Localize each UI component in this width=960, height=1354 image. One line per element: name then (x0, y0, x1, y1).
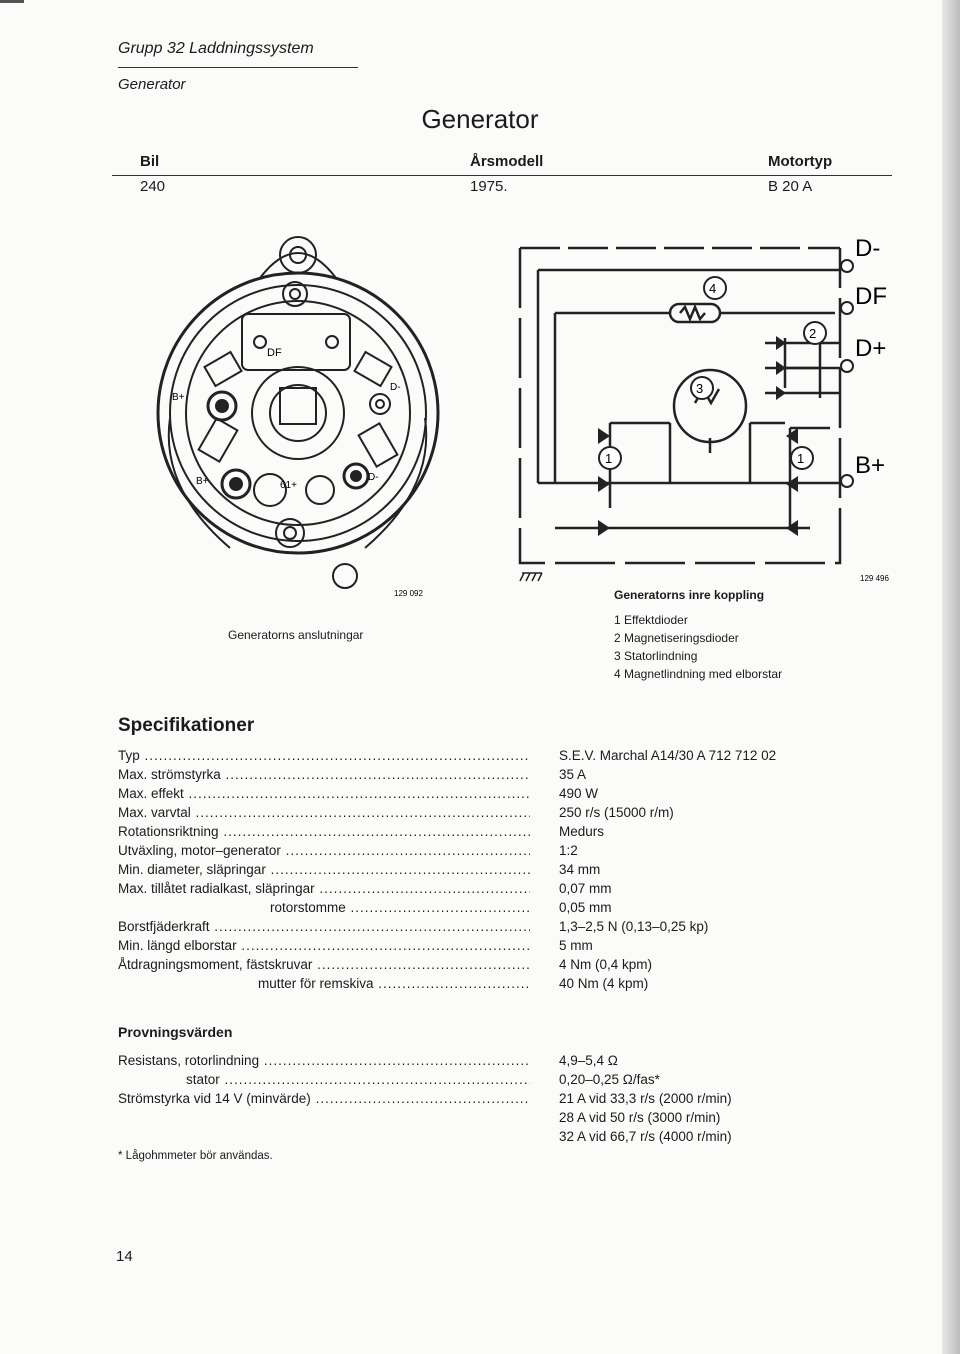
figure-right-caption: Generatorns inre koppling (614, 588, 765, 602)
test-row (118, 1053, 938, 1072)
spec-label: rotorstomme ..... (118, 900, 530, 915)
spec-label: Max. tillåtet radialkast, släpringar ..... (118, 881, 530, 896)
terminal-dplus: D+ (855, 335, 887, 362)
spec-row (118, 862, 938, 881)
figure-left-ref: 129 092 (394, 589, 423, 598)
marker-2: 2 (809, 326, 817, 341)
table-divider (112, 175, 892, 176)
test-row (118, 1072, 938, 1091)
spec-label: Max. strömstyrka ..... (118, 767, 530, 782)
spec-label: Åtdragningsmoment, fästskruvar ..... (118, 957, 530, 972)
test-row (118, 1091, 938, 1110)
figure-right-ref: 129 496 (860, 574, 889, 583)
footnote: * Lågohmmeter bör användas. (118, 1150, 273, 1162)
header-divider (118, 67, 358, 68)
corner-mark (0, 0, 24, 3)
page-title: Generator (421, 104, 539, 134)
value-bil: 240 (140, 178, 166, 195)
header-section-title: Generator (118, 76, 186, 93)
marker-4: 4 (709, 281, 717, 296)
spec-row (118, 976, 938, 995)
spec-value: 4 Nm (0,4 kpm) (559, 957, 653, 972)
figure-left-caption: Generatorns anslutningar (228, 628, 364, 642)
spec-value: Medurs (559, 824, 605, 839)
spec-row (118, 767, 938, 786)
spec-label: Typ ..... (118, 748, 530, 763)
terminal-bplus: B+ (855, 452, 886, 479)
marker-1-right: 1 (797, 451, 805, 466)
page-number: 14 (116, 1248, 133, 1265)
internal-wiring-figure (510, 228, 900, 613)
spec-label: mutter för remskiva ..... (118, 976, 530, 991)
header-group-title: Grupp 32 Laddningssystem (118, 40, 314, 57)
spec-label: Min. diameter, släpringar ..... (118, 862, 530, 877)
label-bplus-bottom: B+ (196, 476, 209, 487)
spec-row (118, 900, 938, 919)
marker-1-left: 1 (605, 451, 613, 466)
spec-value: 0,07 mm (559, 881, 612, 896)
spec-row (118, 824, 938, 843)
spec-value: 490 W (559, 786, 599, 801)
spec-row (118, 843, 938, 862)
col-header-motortyp: Motortyp (768, 153, 833, 170)
label-dminus-bottom: D- (368, 472, 379, 483)
specifications-title: Specifikationer (118, 715, 255, 736)
spec-value: 0,05 mm (559, 900, 612, 915)
value-motortyp: B 20 A (768, 178, 813, 195)
spec-value: 35 A (559, 767, 587, 782)
label-61plus: 61+ (280, 480, 297, 491)
spec-label: Min. längd elborstar ..... (118, 938, 530, 953)
spec-row (118, 919, 938, 938)
test-values-title: Provningsvärden (118, 1024, 233, 1040)
marker-3: 3 (696, 381, 704, 396)
spec-row (118, 957, 938, 976)
legend-item: 3 Statorlindning (614, 649, 698, 663)
label-dminus-top: D- (390, 382, 401, 393)
test-extra-value: 28 A vid 50 r/s (3000 r/min) (559, 1110, 721, 1125)
spec-value: 1,3–2,5 N (0,13–0,25 kp) (559, 919, 709, 934)
spec-label: Rotationsriktning ..... (118, 824, 530, 839)
test-extra-value: 32 A vid 66,7 r/s (4000 r/min) (559, 1129, 732, 1144)
terminal-dminus: D- (855, 235, 881, 262)
test-value: 0,20–0,25 Ω/fas* (559, 1072, 660, 1087)
alternator-connections-figure (150, 228, 450, 613)
spec-value: 40 Nm (4 kpm) (559, 976, 649, 991)
spec-value: 1:2 (559, 843, 578, 858)
terminal-df: DF (855, 283, 887, 310)
legend-item: 2 Magnetiseringsdioder (614, 631, 739, 645)
spec-row (118, 786, 938, 805)
legend-item: 1 Effektdioder (614, 613, 688, 627)
test-label: Resistans, rotorlindning ..... (118, 1053, 530, 1068)
spec-label: Max. varvtal ..... (118, 805, 530, 820)
spec-value: 34 mm (559, 862, 601, 877)
test-value: 21 A vid 33,3 r/s (2000 r/min) (559, 1091, 732, 1106)
test-label: Strömstyrka vid 14 V (minvärde) ..... (118, 1091, 530, 1106)
test-value: 4,9–5,4 Ω (559, 1053, 618, 1068)
legend-item: 4 Magnetlindning med elborstar (614, 667, 783, 681)
spec-row (118, 881, 938, 900)
spec-value: S.E.V. Marchal A14/30 A 712 712 02 (559, 748, 777, 763)
spec-value: 250 r/s (15000 r/m) (559, 805, 674, 820)
spec-row (118, 748, 938, 767)
spec-row (118, 938, 938, 957)
col-header-bil: Bil (140, 153, 160, 170)
spec-row (118, 805, 938, 824)
col-header-arsmodell: Årsmodell (470, 153, 544, 170)
label-bplus-top: B+ (172, 392, 185, 403)
page-edge-shadow (942, 0, 960, 1354)
spec-label: Max. effekt ..... (118, 786, 530, 801)
value-arsmodell: 1975. (470, 178, 508, 195)
test-label: stator ..... (118, 1072, 530, 1087)
spec-label: Utväxling, motor–generator ..... (118, 843, 530, 858)
label-df: DF (267, 347, 282, 359)
spec-value: 5 mm (559, 938, 593, 953)
spec-label: Borstfjäderkraft ..... (118, 919, 530, 934)
